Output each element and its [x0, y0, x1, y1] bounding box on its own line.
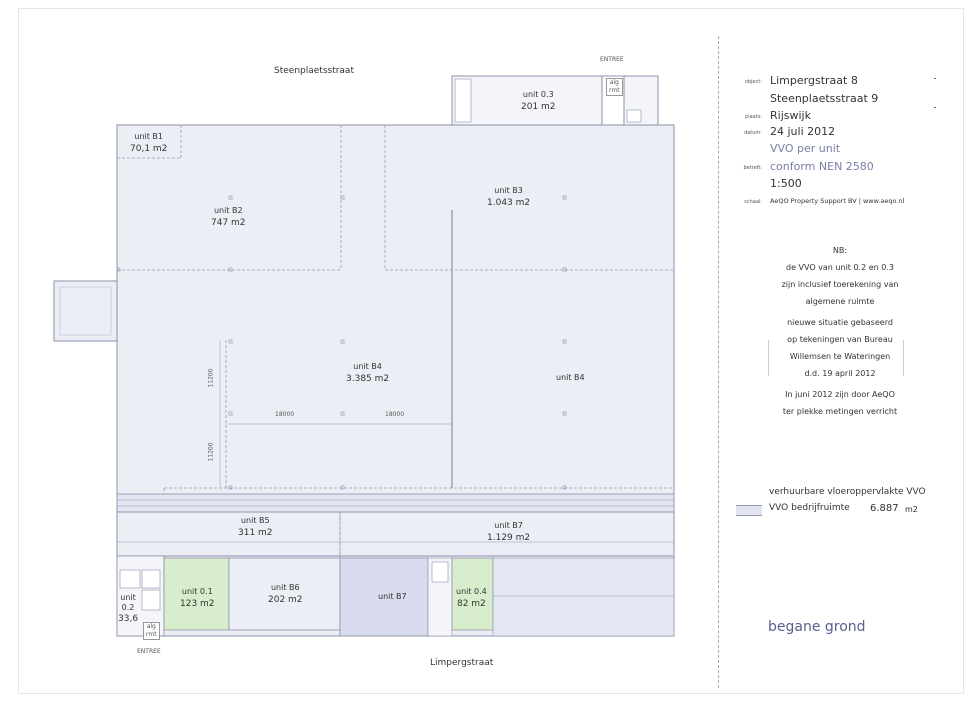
object-label: object: [744, 79, 762, 85]
subject-label: betreft: [743, 165, 762, 171]
floor-title: begane grond [768, 619, 866, 635]
dim-11200-bottom: 11200 [207, 442, 215, 462]
note-line-4: nieuwe situatie gebaseerd [787, 318, 893, 327]
legend-title: verhuurbare vloeroppervlakte VVO [769, 487, 926, 497]
legend-value: 6.887 [870, 503, 899, 514]
object-line1: Limpergstraat 8 [770, 74, 858, 87]
company-line: AeQO Property Support BV | www.aeqo.nl [770, 197, 905, 205]
note-line-6: Willemsen te Wateringen [789, 352, 891, 361]
subject-line2: conform NEN 2580 [770, 160, 874, 173]
legend-label: VVO bedrijfruimte [769, 503, 850, 513]
place-value: Rijswijk [770, 109, 811, 122]
unit-label-0-4: unit 0.4 82 m2 [456, 587, 487, 609]
panel-mark-2 [934, 107, 936, 108]
unit-label-b4-main: unit B4 3.385 m2 [346, 362, 390, 384]
legend-swatch [736, 505, 762, 516]
note-line-2: zijn inclusief toerekening van [781, 280, 899, 289]
entrance-top-label: ENTREE [600, 56, 624, 63]
scale-label: schaal: [744, 199, 762, 205]
stair-bottom [142, 590, 160, 610]
note-line-7: d.d. 19 april 2012 [804, 369, 876, 378]
unit-label-0-2: unit 0.2 33,6 [118, 593, 139, 624]
note-bracket [768, 340, 904, 376]
place-label: plaats: [745, 114, 762, 120]
unit-label-0-1: unit 0.1 123 m2 [180, 587, 215, 609]
alg-rmt-bottom: alg rmt [143, 622, 160, 640]
note-line-0: NB: [832, 246, 848, 255]
street-bottom: Limpergstraat [430, 658, 494, 668]
note-line-8: In juni 2012 zijn door AeQO [785, 390, 895, 399]
note-line-5: op tekeningen van Bureau [787, 335, 893, 344]
unit-label-b2: unit B2 747 m2 [211, 206, 246, 228]
date-label: datum: [744, 130, 762, 136]
unit-label-b1: unit B1 70,1 m2 [130, 132, 168, 154]
unit-label-0-3: unit 0.3 201 m2 [521, 90, 556, 112]
dim-11200-top: 11200 [207, 368, 215, 388]
unit-label-b7-lower: unit B7 [378, 592, 407, 601]
unit-label-b5: unit B5 311 m2 [238, 516, 273, 538]
annex-left [54, 281, 117, 341]
corridor [117, 494, 674, 512]
unit-label-b6: unit B6 202 m2 [268, 583, 303, 605]
object-line2: Steenplaetsstraat 9 [770, 92, 879, 105]
alg-rmt-top: alg rmt [606, 78, 623, 96]
dim-18000-left: 18000 [275, 411, 295, 418]
subject-line1: VVO per unit [770, 142, 841, 155]
panel-mark-1 [934, 78, 936, 79]
entrance-bottom-label: ENTREE [137, 648, 161, 655]
note-line-3: algemene ruimte [805, 297, 875, 306]
legend-unit: m2 [905, 505, 918, 514]
date-value: 24 juli 2012 [770, 125, 836, 138]
scale-value: 1:500 [770, 177, 802, 190]
note-line-9: ter plekke metingen verricht [782, 407, 898, 416]
note-line-1: de VVO van unit 0.2 en 0.3 [785, 263, 894, 272]
dim-18000-right: 18000 [385, 411, 405, 418]
unit-label-b4-east: unit B4 [556, 373, 585, 382]
unit-label-b3: unit B3 1.043 m2 [487, 186, 531, 208]
street-top: Steenplaetsstraat [274, 66, 354, 76]
unit-label-b7: unit B7 1.129 m2 [487, 521, 531, 543]
